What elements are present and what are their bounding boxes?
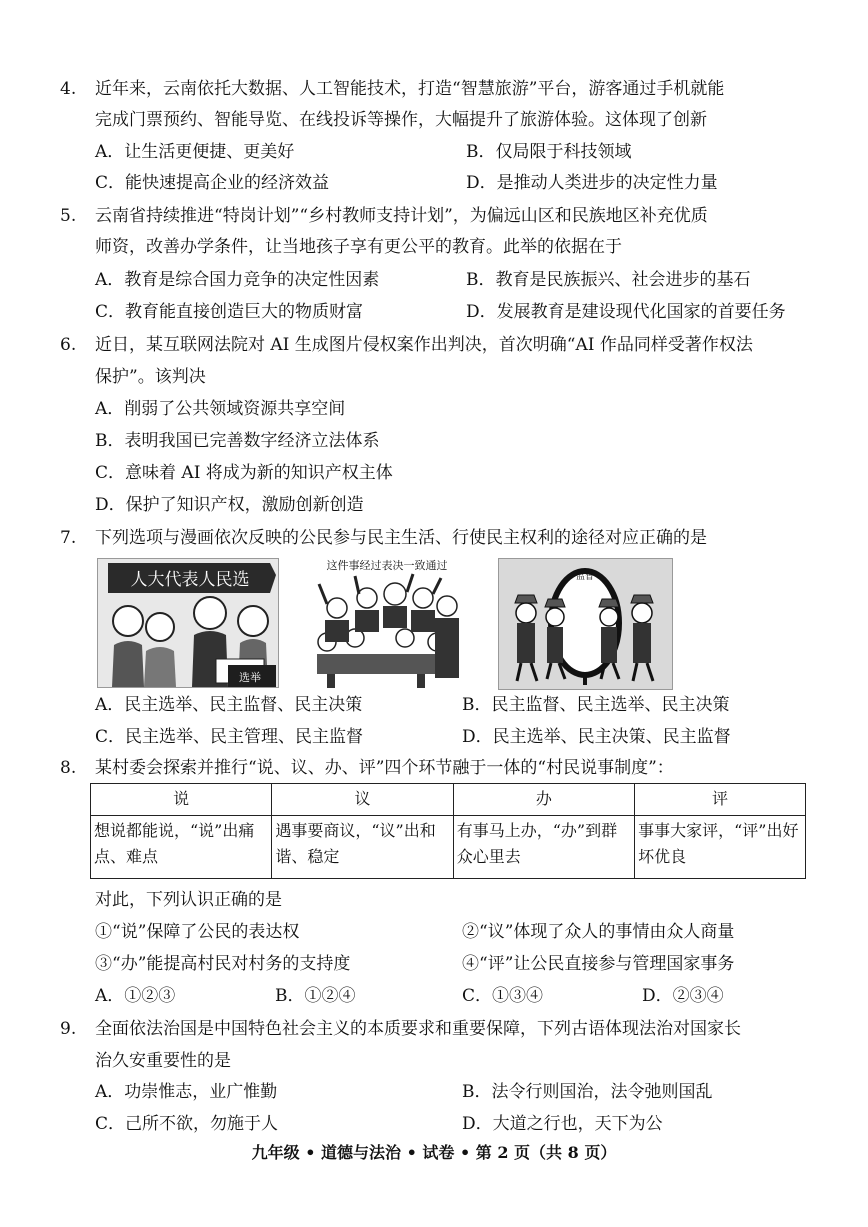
question-5-option-b: B．教育是民族振兴、社会进步的基石 [466, 270, 751, 290]
question-7-option-d: D．民主选举、民主决策、民主监督 [462, 727, 731, 747]
cartoon-supervision-drawing [499, 559, 672, 689]
table-cell: 想说都能说，“说”出痛点、难点 [91, 816, 272, 879]
question-9-stem-line2: 治久安重要性的是 [95, 1051, 231, 1071]
village-discussion-table [90, 783, 806, 879]
question-4-stem-line2: 完成门票预约、智能导览、在线投诉等操作，大幅提升了旅游体验。这体现了创新 [95, 110, 707, 130]
question-4-stem-line1: 近年来，云南依托大数据、人工智能技术，打造“智慧旅游”平台，游客通过手机就能 [95, 79, 725, 99]
question-6-option-d: D．保护了知识产权，激励创新创造 [95, 495, 364, 515]
cartoon-supervision [498, 558, 673, 690]
question-9-option-b: B．法令行则国治，法令弛则国乱 [462, 1082, 713, 1102]
question-6-stem-line1: 近日，某互联网法院对 AI 生成图片侵权案作出判决，首次明确“AI 作品同样受著作权法 [95, 335, 753, 355]
question-8-option-c: C．①③④ [462, 986, 544, 1006]
cartoon-election-banner: 人大代表人民选 [130, 570, 250, 590]
question-5-number: 5. [60, 206, 77, 226]
question-5-stem-line2: 师资，改善办学条件，让当地孩子享有更公平的教育。此举的依据在于 [95, 237, 622, 257]
table-header-cell: 说 [91, 784, 272, 816]
question-7-number: 7. [60, 528, 77, 548]
question-8-prompt: 对此，下列认识正确的是 [95, 890, 282, 910]
table-cell: 遇事要商议，“议”出和谐、稳定 [272, 816, 453, 879]
question-4-option-b: B．仅局限于科技领域 [466, 142, 632, 162]
table-cell: 有事马上办，“办”到群众心里去 [453, 816, 634, 879]
question-6-number: 6. [60, 335, 77, 355]
question-8-stem: 某村委会探索并推行“说、议、办、评”四个环节融于一体的“村民说事制度”： [95, 758, 674, 778]
cartoon-supervision-mirror-label: 监督 [575, 572, 595, 582]
question-8-statement-4: ④“评”让公民直接参与管理国家事务 [462, 954, 735, 974]
question-9-option-c: C．己所不欲，勿施于人 [95, 1114, 279, 1134]
question-9-option-d: D．大道之行也，天下为公 [462, 1114, 663, 1134]
page-footer: 九年级 • 道德与法治 • 试卷 • 第 2 页（共 8 页） [251, 1143, 617, 1162]
question-4-number: 4. [60, 79, 77, 99]
question-5-option-d: D．发展教育是建设现代化国家的首要任务 [466, 302, 786, 322]
question-7-stem: 下列选项与漫画依次反映的公民参与民主生活、行使民主权利的途径对应正确的是 [95, 528, 707, 548]
question-8-statement-3: ③“办”能提高村民对村务的支持度 [95, 954, 351, 974]
question-7-option-b: B．民主监督、民主选举、民主决策 [462, 695, 730, 715]
question-8-option-d: D．②③④ [642, 986, 724, 1006]
question-9-stem-line1: 全面依法治国是中国特色社会主义的本质要求和重要保障，下列古语体现法治对国家长 [95, 1019, 741, 1039]
cartoon-vote-caption: 这件事经过表决一致通过 [326, 559, 448, 572]
table-header-row [91, 784, 806, 816]
question-6-stem-line2: 保护”。该判决 [95, 367, 206, 387]
question-8-statement-1: ①“说”保障了公民的表达权 [95, 922, 300, 942]
question-8-option-b: B．①②④ [275, 986, 356, 1006]
table-header-cell: 办 [453, 784, 634, 816]
question-6-option-c: C．意味着 AI 将成为新的知识产权主体 [95, 463, 393, 483]
question-4-option-a: A．让生活更便捷、更美好 [95, 142, 295, 162]
cartoon-vote-drawing [297, 558, 477, 688]
question-8-option-a: A．①②③ [95, 986, 176, 1006]
cartoon-election-drawing [98, 559, 278, 687]
question-4-option-d: D．是推动人类进步的决定性力量 [466, 173, 718, 193]
cartoon-vote [297, 558, 477, 688]
cartoon-election-box-label: 选举 [239, 671, 261, 684]
question-8-number: 8. [60, 758, 77, 778]
cartoon-election [97, 558, 279, 688]
question-8-statement-2: ②“议”体现了众人的事情由众人商量 [462, 922, 735, 942]
question-9-number: 9. [60, 1019, 77, 1039]
question-9-option-a: A．功崇惟志，业广惟勤 [95, 1082, 278, 1102]
question-7-option-a: A．民主选举、民主监督、民主决策 [95, 695, 363, 715]
table-cell: 事事大家评，“评”出好坏优良 [635, 816, 806, 879]
question-6-option-b: B．表明我国已完善数字经济立法体系 [95, 431, 380, 451]
question-5-option-c: C．教育能直接创造巨大的物质财富 [95, 302, 364, 322]
question-4-option-c: C．能快速提高企业的经济效益 [95, 173, 330, 193]
table-row [91, 816, 806, 879]
table-header-cell: 评 [635, 784, 806, 816]
table-header-cell: 议 [272, 784, 453, 816]
question-7-option-c: C．民主选举、民主管理、民主监督 [95, 727, 364, 747]
question-6-option-a: A．削弱了公共领域资源共享空间 [95, 399, 346, 419]
question-5-option-a: A．教育是综合国力竞争的决定性因素 [95, 270, 380, 290]
question-5-stem-line1: 云南省持续推进“特岗计划”“乡村教师支持计划”，为偏远山区和民族地区补充优质 [95, 206, 708, 226]
